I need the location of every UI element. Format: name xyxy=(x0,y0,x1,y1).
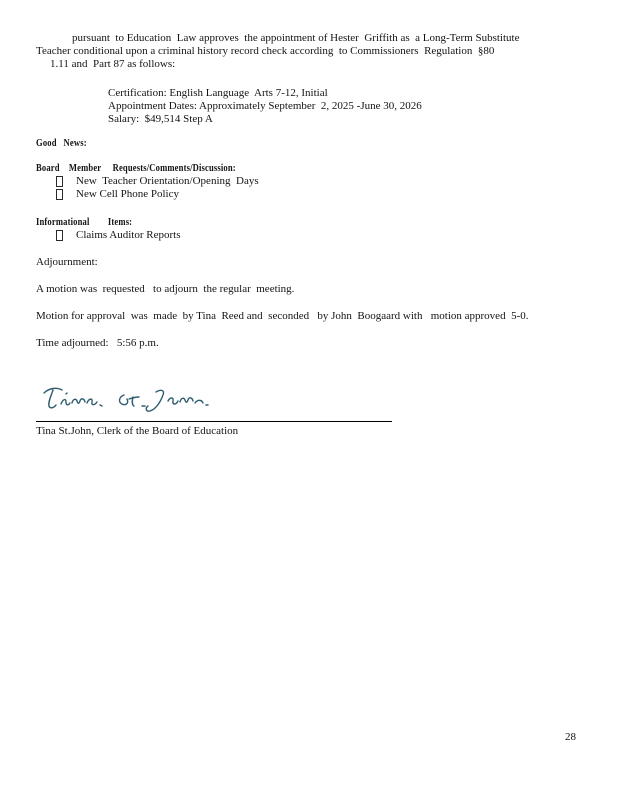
adjournment-heading: Adjournment: xyxy=(36,256,98,268)
informational-items-heading: Informational Items: xyxy=(36,216,133,228)
intro-line: Teacher conditional upon a criminal history record check according to Commissioners Regulation §80 xyxy=(36,45,495,57)
appointment-dates-line: Appointment Dates: Approximately September 2, 2025 -June 30, 2026 xyxy=(108,100,422,112)
signature-strokes xyxy=(44,388,208,411)
page-number: 28 xyxy=(565,731,576,743)
intro-line: pursuant to Education Law approves the appointment of Hester Griffith as a Long-Term Substitute xyxy=(72,32,520,44)
section-informational-items xyxy=(36,216,582,242)
section-good-news xyxy=(36,137,582,150)
intro-paragraph xyxy=(36,32,582,71)
list-item-label: Claims Auditor Reports xyxy=(76,229,181,241)
time-adjourned-text: Time adjourned: 5:56 p.m. xyxy=(36,337,159,349)
checkbox-bullet-icon xyxy=(56,189,63,200)
list-item xyxy=(56,229,582,242)
motion-request-text: A motion was requested to adjourn the regular meeting. xyxy=(36,283,295,295)
intro-line: 1.11 and Part 87 as follows: xyxy=(50,58,176,70)
appointment-details xyxy=(108,87,582,126)
list-item xyxy=(56,175,582,188)
good-news-heading: Good News: xyxy=(36,137,87,149)
signature-rule xyxy=(36,421,392,422)
certification-line: Certification: English Language Arts 7-12, Initial xyxy=(108,87,328,99)
list-item-label: New Teacher Orientation/Opening Days xyxy=(76,175,259,187)
checkbox-bullet-icon xyxy=(56,176,63,187)
salary-line: Salary: $49,514 Step A xyxy=(108,113,213,125)
clerk-name-line: Tina St.John, Clerk of the Board of Education xyxy=(36,425,239,437)
list-item-label: New Cell Phone Policy xyxy=(76,188,179,200)
checkbox-bullet-icon xyxy=(56,230,63,241)
signature-image xyxy=(36,381,582,419)
motion-approval-text: Motion for approval was made by Tina Reed and seconded by John Boogaard with motion approved 5-0. xyxy=(36,310,529,322)
list-item xyxy=(56,188,582,201)
section-board-member-requests xyxy=(36,162,582,201)
board-member-heading: Board Member Requests/Comments/Discussion: xyxy=(36,162,236,174)
